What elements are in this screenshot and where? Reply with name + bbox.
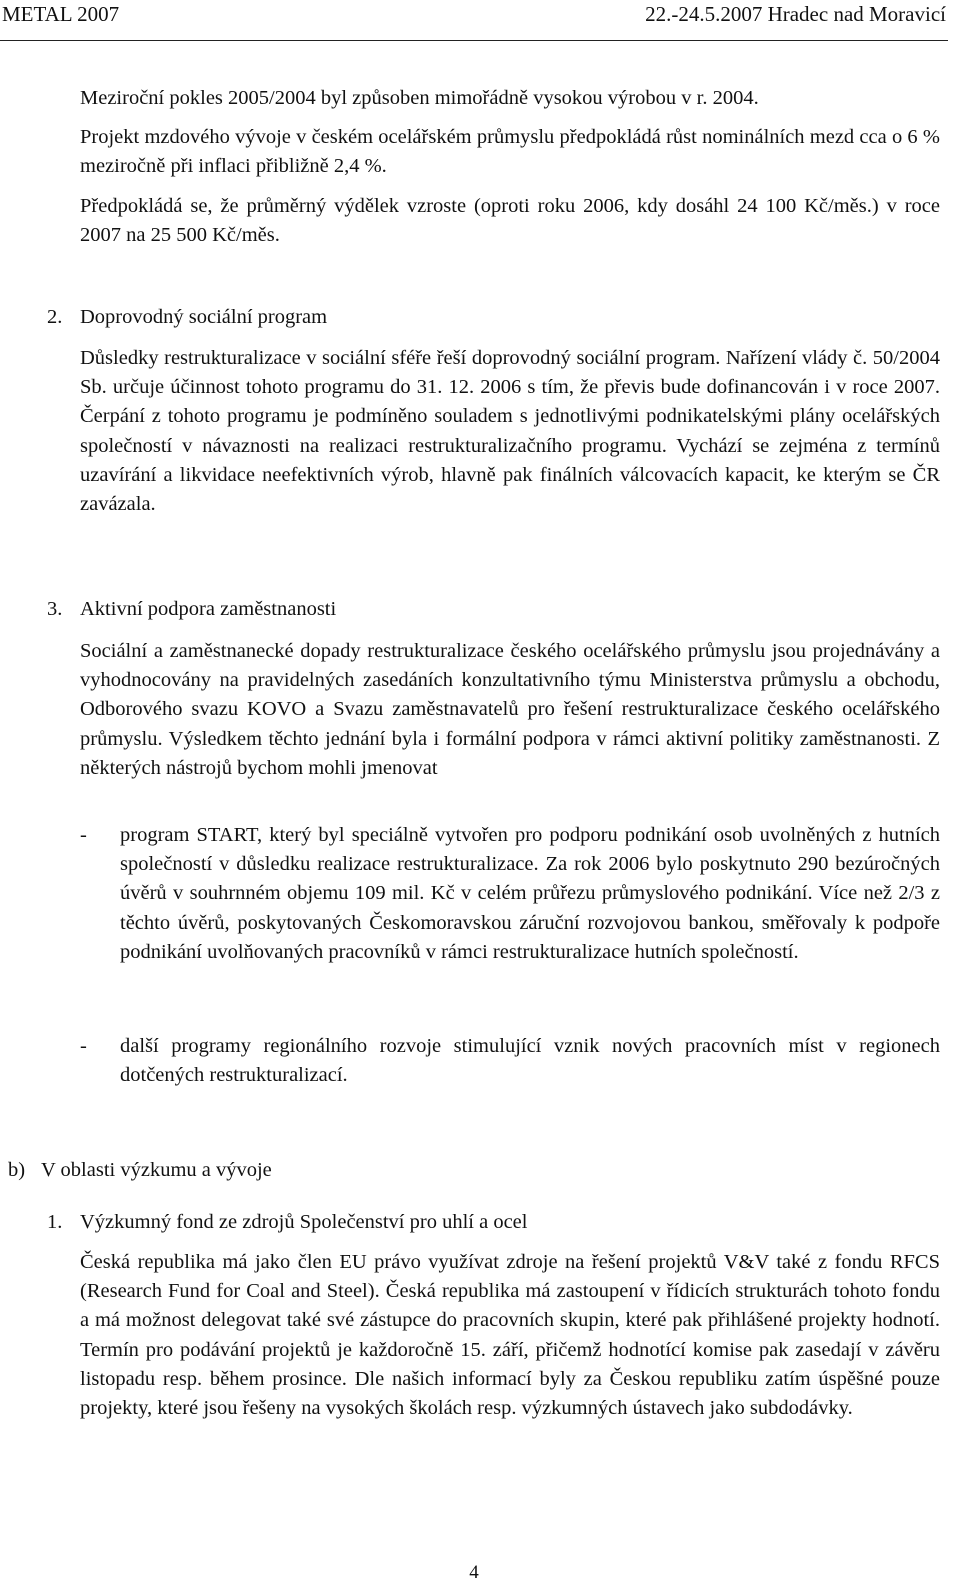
bullet-item-1: program START, který byl speciálně vytvořen pro podporu podnikání osob uvolněných z hutních společností v důsledku realizace restrukturalizace. Za rok 2006 bylo poskytnuto 290 bezúročných úvěrů v souhrnném objemu 109 mil. Kč v celém průřezu průmyslového podnikání. Více než 2/3 z těchto úvěrů, poskytovaných Českomoravskou záruční rozvojovou bankou, směřovaly k podpoře podnikání uvolňovaných pracovníků v rámci restrukturalizace hutních společností. <box>120 824 940 963</box>
section-b-label: b) <box>8 1159 26 1181</box>
section-3-title: Aktivní podpora zaměstnanosti <box>80 598 337 620</box>
intro-paragraph-2: Projekt mzdového vývoje v českém ocelářském průmyslu předpokládá růst nominálních mezd cca o 6 % meziročně při inflaci přibližně 2,4 %. <box>80 126 940 178</box>
page-header <box>0 0 960 44</box>
section-3-number: 3. <box>47 598 63 620</box>
header-date-location: 22.-24.5.2007 Hradec nad Moravicí <box>645 2 946 26</box>
header-conference-name: METAL 2007 <box>2 2 120 26</box>
intro-paragraph-3: Předpokládá se, že průměrný výdělek vzroste (oproti roku 2006, kdy dosáhl 24 100 Kč/měs.) v roce 2007 na 25 500 Kč/měs. <box>80 195 940 247</box>
section-2-heading <box>47 303 328 332</box>
section-3-heading <box>47 595 337 624</box>
section-b1-heading <box>47 1208 528 1237</box>
section-2-body: Důsledky restrukturalizace v sociální sféře řeší doprovodný sociální program. Nařízení vlády č. 50/2004 Sb. určuje účinnost tohoto programu do 31. 12. 2006 s tím, že převis bude dofinancován i v roce 2007. Čerpání z tohoto programu je podmíněno souladem s jednotlivými podnikatelskými plány ocelářských společností v návaznosti na realizaci restrukturalizačního programu. Vychází se zejména z termínů uzavírání a likvidace neefektivních výrob, hlavně pak finálních válcovacích kapacit, ke kterým se ČR zavázala. <box>80 347 940 516</box>
bullet-item-2: další programy regionálního rozvoje stimulující vznik nových pracovních míst v regionech dotčených restrukturalizací. <box>120 1035 940 1087</box>
section-b1-body: Česká republika má jako člen EU právo využívat zdroje na řešení projektů V&V také z fondu RFCS (Research Fund for Coal and Steel). Česká republika má zastoupení v řídicích strukturách tohoto fondu a má možnost delegovat také své zástupce do pracovních skupin, které pak přihlášené projekty hodnotí. Termín pro podávání projektů je každoročně 15. září, přičemž hodnotící komise pak zasedají v závěru listopadu resp. během prosince. Dle našich informací byly za Českou republiku zatím úspěšné pouze projekty, které jsou řešeny na vysokých školách resp. výzkumných ústavech jako subdodávky. <box>80 1251 940 1420</box>
section-b1-number: 1. <box>47 1211 63 1233</box>
section-2-title: Doprovodný sociální program <box>80 306 328 328</box>
page-number: 4 <box>469 1562 479 1583</box>
section-2-number: 2. <box>47 306 63 328</box>
section-3-body: Sociální a zaměstnanecké dopady restrukturalizace českého ocelářského průmyslu jsou projednávány a vyhodnocovány na pravidelných zasedáních konzultativního týmu Ministerstva průmyslu a obchodu, Odborového svazu KOVO a Svazu zaměstnavatelů pro řešení restrukturalizace českého ocelářského průmyslu. Výsledkem těchto jednání byla i formální podpora v rámci aktivní politiky zaměstnanosti. Z některých nástrojů bychom mohli jmenovat <box>80 640 940 779</box>
bullet-dash-2: - <box>80 1035 87 1057</box>
section-b-heading <box>8 1156 272 1185</box>
header-divider <box>0 40 948 41</box>
section-b-title: V oblasti výzkumu a vývoje <box>41 1159 272 1181</box>
bullet-dash-1: - <box>80 824 87 846</box>
intro-paragraph-1: Meziroční pokles 2005/2004 byl způsoben mimořádně vysokou výrobou v r. 2004. <box>80 87 759 109</box>
section-b1-title: Výzkumný fond ze zdrojů Společenství pro uhlí a ocel <box>80 1211 528 1233</box>
